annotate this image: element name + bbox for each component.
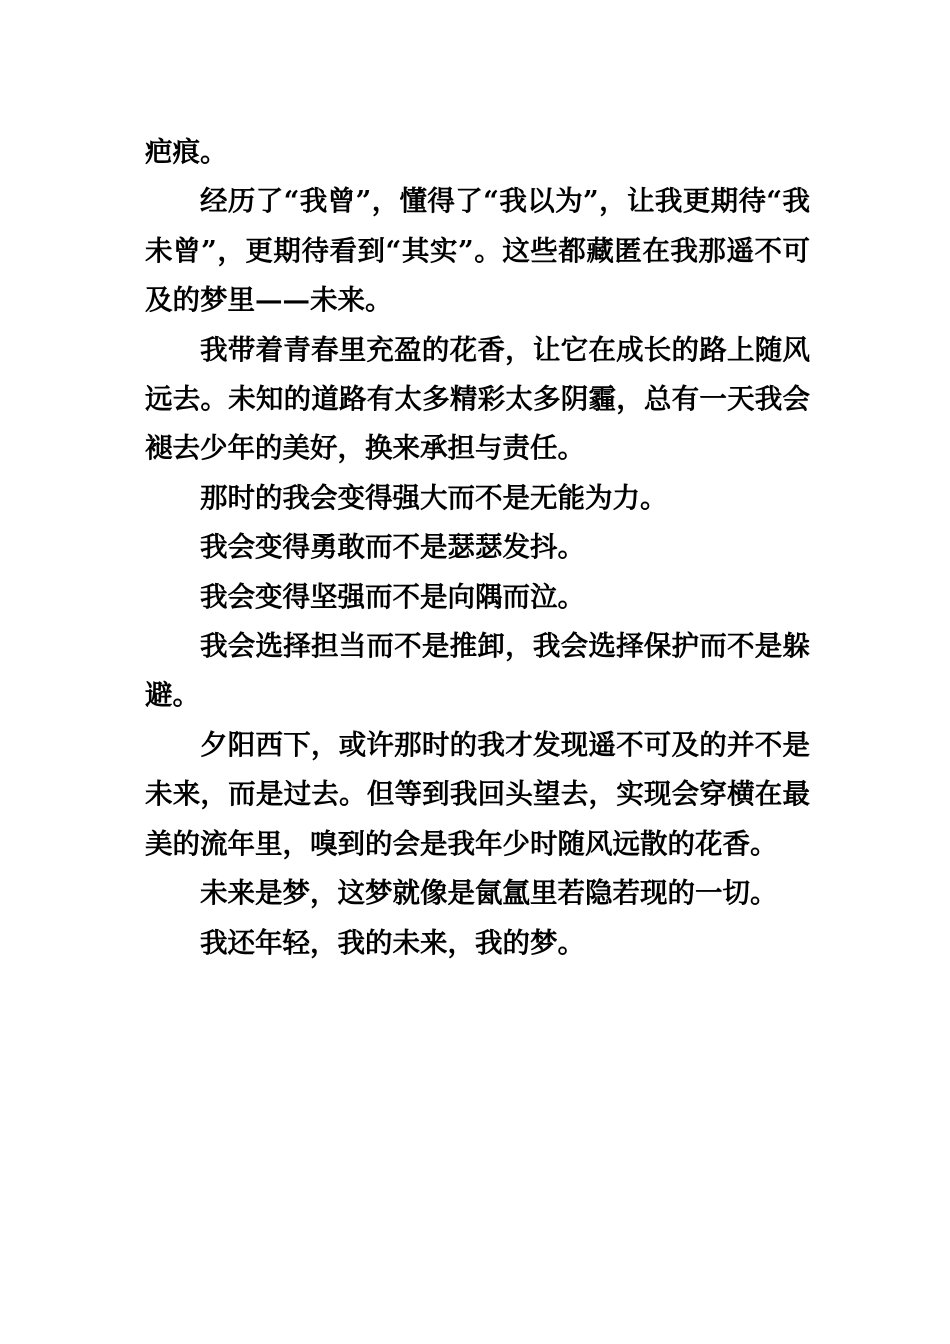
document-page [145, 128, 810, 968]
paragraph-10: 我还年轻，我的未来，我的梦。 [200, 926, 585, 959]
paragraph-4: 那时的我会变得强大而不是无能为力。 [200, 481, 668, 514]
paragraph-3: 我带着青春里充盈的花香，让它在成长的路上随风远去。未知的道路有太多精彩太多阴霾，总有一天我会褪去少年的美好，换来承担与责任。 [145, 333, 810, 465]
paragraph-5: 我会变得勇敢而不是瑟瑟发抖。 [200, 531, 585, 564]
paragraph-9: 未来是梦，这梦就像是氤氲里若隐若现的一切。 [200, 877, 778, 910]
paragraph-2: 经历了“我曾”，懂得了“我以为”，让我更期待“我未曾”，更期待看到“其实”。这些都藏匿在我那遥不可及的梦里——未来。 [145, 185, 810, 317]
paragraph-1: 疤痕。 [145, 136, 228, 168]
paragraph-8: 夕阳西下，或许那时的我才发现遥不可及的并不是未来，而是过去。但等到我回头望去，实现会穿横在最美的流年里，嗅到的会是我年少时随风远散的花香。 [145, 728, 810, 860]
paragraph-7: 我会选择担当而不是推卸，我会选择保护而不是躲避。 [145, 630, 810, 712]
paragraph-6: 我会变得坚强而不是向隅而泣。 [200, 580, 585, 613]
